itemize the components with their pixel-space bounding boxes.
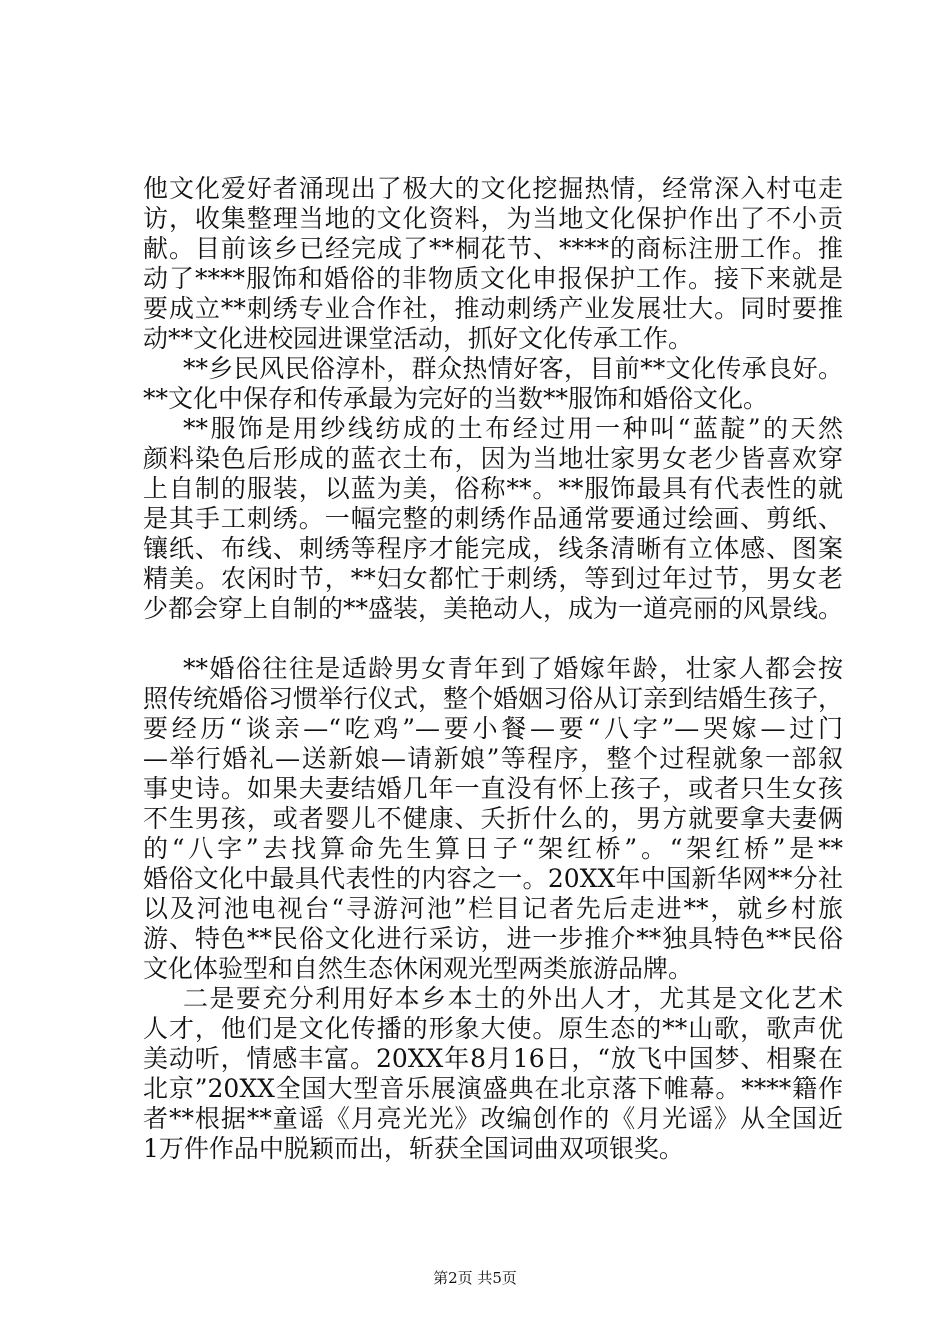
text-line: 照传统婚俗习惯举行仪式，整个婚姻习俗从订亲到结婚生孩子，: [143, 684, 844, 713]
paragraph-spacer: [143, 624, 843, 654]
text-line: 文化体验型和自然生态休闲观光型两类旅游品牌。: [143, 954, 694, 983]
text-line: 北京”20XX全国大型音乐展演盛典在北京落下帷幕。****籍作: [143, 1074, 843, 1103]
text-line: 二是要充分利用好本乡本土的外出人才，尤其是文化艺术: [183, 984, 843, 1013]
text-line: 精美。农闲时节，**妇女都忙于刺绣，等到过年过节，男女老: [143, 564, 843, 593]
paragraph-2: [143, 354, 843, 414]
text-line: 颜料染色后形成的蓝衣土布，因为当地壮家男女老少皆喜欢穿: [143, 444, 843, 473]
text-line: 献。目前该乡已经完成了**桐花节、****的商标注册工作。推: [143, 234, 843, 263]
text-line: 婚俗文化中最具代表性的内容之一。20XX年中国新华网**分社: [143, 864, 843, 893]
paragraph-5: [143, 984, 843, 1164]
text-line: 动**文化进校园进课堂活动，抓好文化传承工作。: [143, 324, 694, 353]
text-line: 要成立**刺绣专业合作社，推动刺绣产业发展壮大。同时要推: [143, 294, 843, 323]
document-body: [143, 174, 843, 1164]
paragraph-1: [143, 174, 843, 354]
text-line: 者**根据**童谣《月亮光光》改编创作的《月光谣》从全国近: [143, 1104, 843, 1133]
text-line: 的“八字”去找算命先生算日子“架红桥”。“架红桥”是**: [143, 834, 843, 863]
text-line: 是其手工刺绣。一幅完整的刺绣作品通常要通过绘画、剪纸、: [143, 504, 843, 533]
text-line: 上自制的服装，以蓝为美，俗称**。**服饰最具有代表性的就: [143, 474, 843, 503]
text-line: 事史诗。如果夫妻结婚几年一直没有怀上孩子，或者只生女孩: [143, 774, 843, 803]
text-line: 动了****服饰和婚俗的非物质文化申报保护工作。接下来就是: [143, 264, 843, 293]
paragraph-4: [143, 654, 843, 984]
text-line: 他文化爱好者涌现出了极大的文化挖掘热情，经常深入村屯走: [143, 174, 843, 203]
page-number-footer: 第2页 共5页: [433, 1269, 517, 1287]
text-line: 要经历“谈亲—“吃鸡”—要小餐—要“八字”—哭嫁—过门: [143, 714, 843, 743]
text-line: —举行婚礼—送新娘—请新娘”等程序，整个过程就象一部叙: [143, 744, 843, 773]
paragraph-3: [143, 414, 843, 624]
text-line: 以及河池电视台“寻游河池”栏目记者先后走进**，就乡村旅: [143, 894, 843, 923]
text-line: 镶纸、布线、刺绣等程序才能完成，线条清晰有立体感、图案: [143, 534, 843, 563]
text-line: 1万件作品中脱颖而出，斩获全国词曲双项银奖。: [143, 1134, 684, 1163]
text-line: **婚俗往往是适龄男女青年到了婚嫁年龄，壮家人都会按: [183, 654, 843, 683]
text-line: 游、特色**民俗文化进行采访，进一步推介**独具特色**民俗: [143, 924, 843, 953]
text-line: 少都会穿上自制的**盛装，美艳动人，成为一道亮丽的风景线。: [143, 594, 844, 623]
text-line: **服饰是用纱线纺成的土布经过用一种叫“蓝靛”的天然: [183, 414, 843, 443]
text-line: 美动听，情感丰富。20XX年8月16日，“放飞中国梦、相聚在: [143, 1044, 843, 1073]
text-line: 人才，他们是文化传播的形象大使。原生态的**山歌，歌声优: [143, 1014, 843, 1043]
text-line: **乡民风民俗淳朴，群众热情好客，目前**文化传承良好。: [183, 354, 843, 383]
text-line: 访，收集整理当地的文化资料，为当地文化保护作出了不小贡: [143, 204, 843, 233]
text-line: **文化中保存和传承最为完好的当数**服饰和婚俗文化。: [143, 384, 769, 413]
text-line: 不生男孩，或者婴儿不健康、夭折什么的，男方就要拿夫妻俩: [143, 804, 843, 833]
